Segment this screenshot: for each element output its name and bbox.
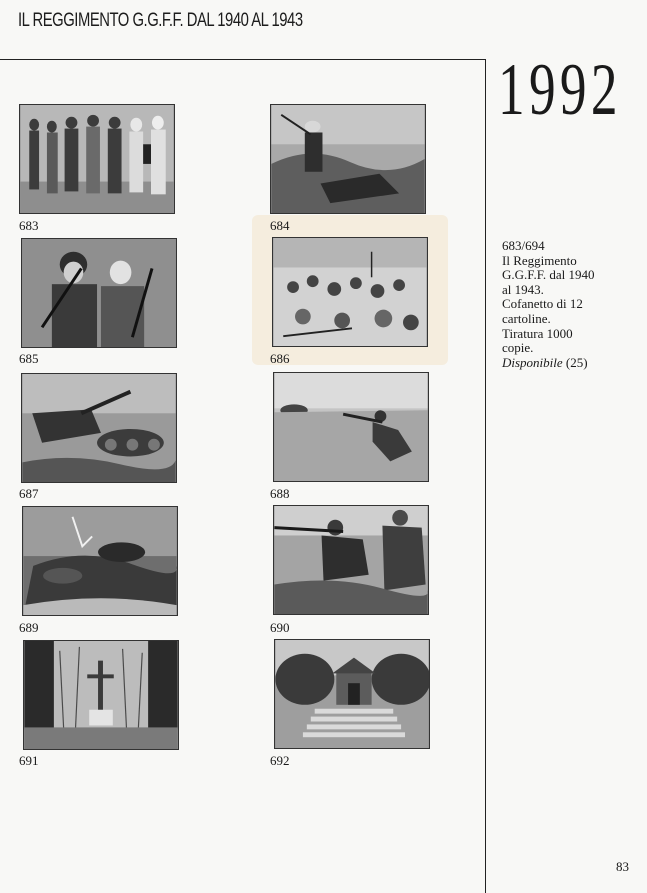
card-number-690: 690 (270, 620, 290, 635)
availability-status: Disponibile (502, 354, 563, 370)
card-number-686: 686 (270, 351, 290, 366)
card-number-684: 684 (270, 218, 290, 233)
card-number-685: 685 (19, 351, 39, 366)
illustration-cemetery-cross (24, 641, 178, 749)
postcard-684[interactable] (270, 104, 426, 214)
illustration-memorial-chapel (275, 640, 429, 748)
illustration-soldier-desert (274, 373, 428, 481)
postcard-689[interactable] (22, 506, 178, 616)
illustration-soldiers-firing (274, 506, 428, 614)
availability-price: (25) (565, 354, 588, 370)
card-number-692: 692 (270, 753, 290, 768)
desc-line: Tiratura 1000 (502, 325, 573, 341)
postcard-688[interactable] (273, 372, 429, 482)
postcard-692[interactable] (274, 639, 430, 749)
desc-line: copie. (502, 340, 534, 356)
desc-line: Cofanetto di 12 (502, 296, 583, 312)
page-title: IL REGGIMENTO G.G.F.F. DAL 1940 AL 1943 (18, 10, 303, 31)
card-number-691: 691 (19, 753, 39, 768)
postcard-690[interactable] (273, 505, 429, 615)
postcard-691[interactable] (23, 640, 179, 750)
postcard-687[interactable] (21, 373, 177, 483)
illustration-battle-charge (273, 238, 427, 346)
card-number-688: 688 (270, 486, 290, 501)
illustration-group-of-soldiers (20, 105, 174, 213)
postcard-685[interactable] (21, 238, 177, 348)
desc-line: G.G.F.F. dal 1940 (502, 267, 595, 283)
year-heading: 1992 (498, 49, 622, 131)
illustration-combat-flares (23, 507, 177, 615)
illustration-two-soldiers (22, 239, 176, 347)
card-number-687: 687 (19, 486, 39, 501)
card-number-689: 689 (19, 620, 39, 635)
illustration-soldier-trench (271, 105, 425, 213)
availability-line (502, 356, 632, 371)
illustration-tank-assault (22, 374, 176, 482)
desc-line: cartoline. (502, 310, 551, 326)
desc-line-series: 683/694 (502, 238, 545, 253)
postcard-683[interactable] (19, 104, 175, 214)
frame-right-rule (485, 59, 486, 893)
postcard-686[interactable] (272, 237, 428, 347)
desc-line: al 1943. (502, 281, 544, 297)
frame-top-rule (0, 59, 486, 60)
catalog-description (502, 239, 632, 370)
card-number-683: 683 (19, 218, 39, 233)
desc-line: Il Reggimento (502, 252, 577, 268)
page-number: 83 (616, 859, 629, 874)
